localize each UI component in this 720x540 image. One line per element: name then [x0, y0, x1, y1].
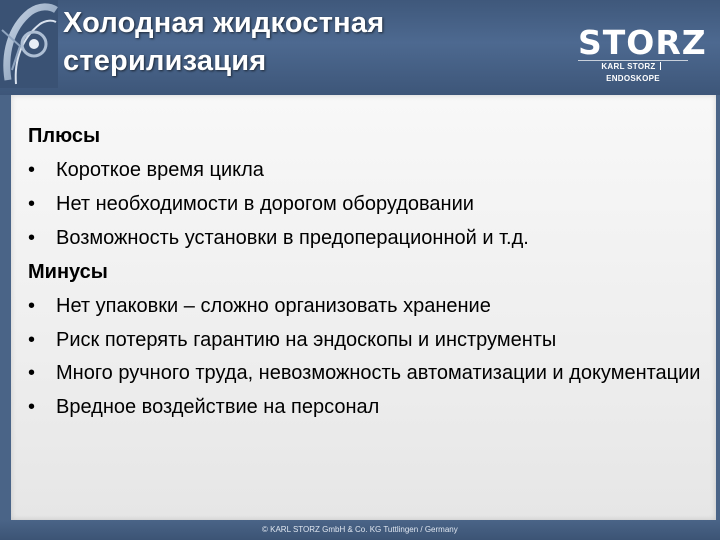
bullet-icon: •	[28, 295, 36, 317]
pros-cons-list	[28, 119, 703, 424]
list-item-text: Риск потерять гарантию на эндоскопы и инструменты	[56, 329, 557, 351]
list-item	[28, 289, 703, 323]
list-item	[28, 221, 703, 255]
instrument-swirl-icon	[0, 0, 58, 88]
bullet-icon: •	[28, 193, 36, 215]
list-item-text: Нет необходимости в дорогом оборудовании	[56, 193, 474, 215]
storz-logo	[578, 23, 707, 83]
logo-sub-left: KARL STORZ	[601, 62, 656, 71]
list-item-text: Нет упаковки – сложно организовать хранение	[56, 295, 491, 317]
logo-subline	[578, 60, 688, 85]
logo-sub-right: ENDOSKOPE	[606, 74, 660, 83]
list-item-text: Возможность установки в предоперационной и т.д.	[56, 227, 529, 249]
bullet-icon: •	[28, 159, 36, 181]
logo-wordmark: STORZ	[578, 23, 707, 62]
bullet-icon: •	[28, 227, 36, 249]
title-line-1: Холодная жидкостная	[63, 7, 385, 39]
bullet-icon: •	[28, 396, 36, 418]
cons-heading: Минусы	[28, 261, 108, 283]
list-item-text: Много ручного труда, невозможность автоматизации и документации	[56, 362, 701, 384]
list-item	[28, 357, 703, 390]
title-line-2: стерилизация	[63, 45, 267, 77]
slide-footer	[0, 520, 720, 540]
slide-header	[0, 0, 720, 95]
bullet-icon: •	[28, 362, 36, 384]
copyright-text: © KARL STORZ GmbH & Co. KG Tuttlingen / Germany	[262, 525, 458, 534]
list-item	[28, 153, 703, 187]
list-item	[28, 323, 703, 357]
list-item	[28, 187, 703, 221]
slide-title	[63, 4, 384, 80]
list-item-text: Короткое время цикла	[56, 159, 264, 181]
slide-content-panel	[11, 95, 716, 520]
bullet-icon: •	[28, 329, 36, 351]
pros-heading: Плюсы	[28, 125, 101, 147]
list-item	[28, 390, 703, 424]
list-item-text: Вредное воздействие на персонал	[56, 396, 380, 418]
